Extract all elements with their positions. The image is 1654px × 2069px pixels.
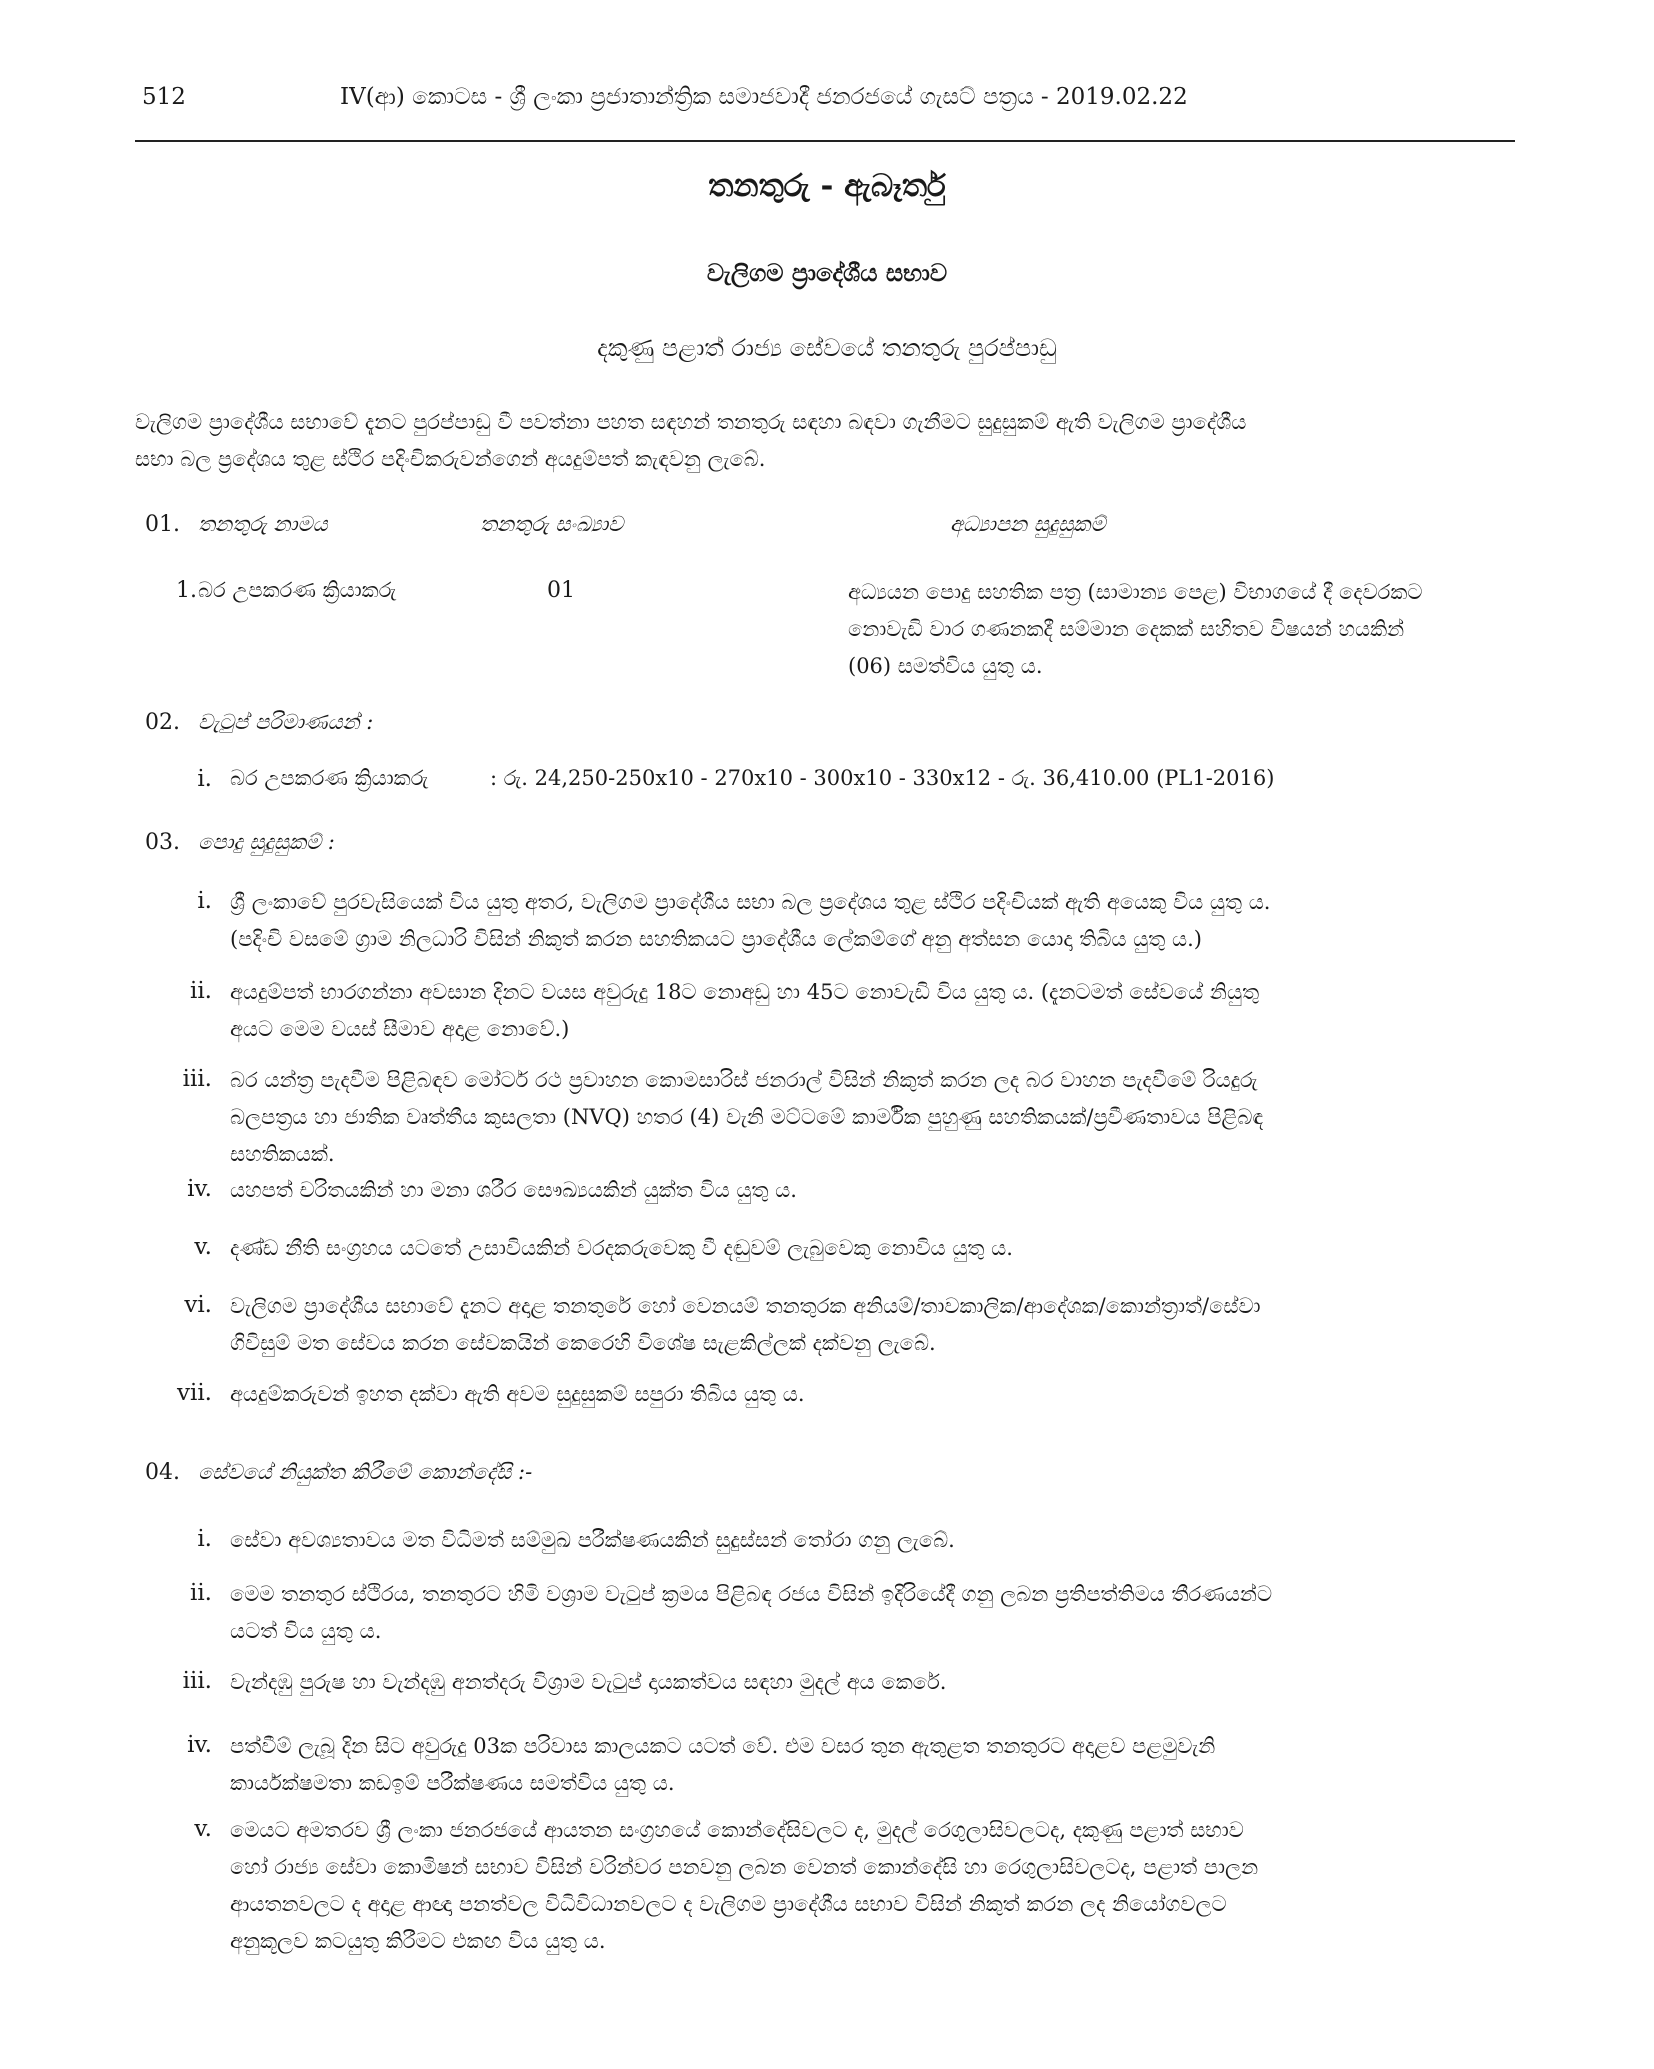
item-line: අයට මෙම වයස් සීමාව අදාළ නොවේ.) <box>230 1017 570 1041</box>
column-header-post-name: තනතුරු නාමය <box>198 512 328 536</box>
intro-line: සභා බල ප්‍රදේශය තුළ ස්ථිර පදිංචිකරුවන්ගෙන් අයදුම්පත් කැඳවනු ලැබේ. <box>135 447 766 471</box>
post-row-index: 1. <box>176 578 197 603</box>
qualification-numeral: vii. <box>176 1380 212 1406</box>
qualification-numeral: v. <box>194 1234 212 1260</box>
item-line: වැන්දඹු පුරුෂ හා වැන්දඹු අනත්දරු විශ්‍රාම වැටුප් දායකත්වය සඳහා මුදල් අය කෙරේ. <box>230 1670 947 1694</box>
item-line: සේවා අවශ්‍යතාවය මත විධිමත් සම්මුඛ පරීක්ෂණයකින් සුදුස්සන් තෝරා ගනු ලැබේ. <box>230 1528 955 1552</box>
condition-numeral: ii. <box>189 1580 212 1606</box>
salary-item-label: බර උපකරණ ක්‍රියාකරු <box>230 766 429 790</box>
service-condition-item <box>230 1728 1515 1802</box>
general-qualification-item <box>230 974 1515 1048</box>
section-2-heading: වැටුප් පරිමාණයන් : <box>198 710 374 734</box>
item-line: ගිවිසුම් මත සේවය කරන සේවකයින් කෙරෙහි විශේෂ සැළකිල්ලක් දක්වනු ලැබේ. <box>230 1331 936 1355</box>
item-line: පත්වීම් ලැබූ දින සිට අවුරුදු 03ක පරිවාස කාලයකට යටත් වේ. එම වසර තුන ඇතුළත තනතුරට අදාළව පළමුවැනි <box>230 1734 1216 1758</box>
service-condition-item <box>230 1522 1515 1559</box>
general-qualification-item <box>230 1288 1515 1362</box>
item-line: බර යන්ත්‍ර පැදවීම පිළිබඳව මෝටර් රථ ප්‍රවාහන කොමසාරිස් ජනරාල් විසින් නිකුත් කරන ලද බර වාහන පැදවීමේ රියදුරු <box>230 1068 1258 1092</box>
section-3-number: 03. <box>145 830 180 855</box>
gazette-header-title: IV(ආ) කොටස - ශ්‍රී ලංකා ප්‍රජාතාන්ත්‍රික සමාජවාදී ජනරජයේ ගැසට් පත්‍රය - 2019.02.22 <box>340 84 1188 110</box>
item-line: කාර්යක්ෂමතා කඩඉම් පරීක්ෂණය සමත්විය යුතු ය. <box>230 1771 675 1795</box>
item-line: මෙයට අමතරව ශ්‍රී ලංකා ජනරජයේ ආයතන සංග්‍රහයේ කොන්දේසිවලට ද, මුදල් රෙගුලාසිවලටද, දකුණු පළාත් සභාව <box>230 1818 1244 1842</box>
item-line: (පදිංචි වසමේ ග්‍රාම නිලධාරි විසින් නිකුත් කරන සහතිකයට ප්‍රාදේශීය ලේකම්ගේ අනු අත්සන යොදා තිබිය යුතු ය.) <box>230 927 1202 951</box>
item-line: මෙම තනතුර ස්ථිරය, තනතුරට හිමි වශ්‍රාම වැටුප් ක්‍රමය පිළිබඳ රජය විසින් ඉදිරියේදී ගනු ලබන ප්‍රතිපත්තිමය තීරණයන්ට <box>230 1582 1273 1606</box>
item-line: වැලිගම ප්‍රාදේශීය සභාවේ දැනට අදාළ තනතුරේ හෝ වෙනයම් තනතුරක අනියම්/තාවකාලික/ආදේශක/කොන්ත්‍රාත්/සේවා <box>230 1294 1261 1318</box>
intro-paragraph <box>135 404 1515 478</box>
general-qualification-item <box>230 1376 1515 1413</box>
qualification-numeral: iv. <box>187 1176 212 1202</box>
item-line: ශ්‍රී ලංකාවේ පුරවැසියෙක් විය යුතු අතර, වැලිගම ප්‍රාදේශීය සභා බල ප්‍රදේශය තුළ ස්ථිර පදිංචියක් ඇති අයෙකු විය යුතු ය. <box>230 890 1271 914</box>
qualification-line: නොවැඩි වාර ගණනකදී සම්මාන දෙකක් සහිතව විෂයන් හයකින් <box>848 617 1405 641</box>
condition-numeral: i. <box>197 1526 212 1552</box>
section-4-number: 04. <box>145 1460 180 1485</box>
item-line: අනුකූලව කටයුතු කිරීමට එකඟ විය යුතු ය. <box>230 1929 606 1953</box>
item-line: යටත් විය යුතු ය. <box>230 1619 382 1643</box>
qualification-numeral: iii. <box>182 1066 212 1092</box>
notice-subtitle: දකුණු පළාත් රාජ්‍ය සේවයේ තනතුරු පුරප්පාඩු <box>597 334 1057 362</box>
post-row-qualification <box>848 574 1423 685</box>
item-line: දණ්ඩ නීති සංග්‍රහය යටතේ උසාවියකින් වරදකරුවෙකු වී දඬුවම් ලැබුවෙකු නොවිය යුතු ය. <box>230 1236 1013 1260</box>
item-line: හෝ රාජ්‍ය සේවා කොමිෂන් සභාව විසින් වරින්වර පනවනු ලබන වෙනත් කොන්දේසි හා රෙගුලාසිවලටද, පළාත් පාලන <box>230 1855 1259 1879</box>
post-row-count: 01 <box>547 578 575 603</box>
salary-item-numeral: i. <box>197 766 212 792</box>
organization-name: වැලිගම ප්‍රාදේශීය සභාව <box>706 258 948 287</box>
header-divider <box>135 140 1515 142</box>
column-header-qualifications: අධ්‍යාපන සුදුසුකම් <box>950 512 1106 536</box>
service-condition-item <box>230 1576 1515 1650</box>
column-header-post-count: තනතුරු සංඛ්‍යාව <box>480 512 624 536</box>
condition-numeral: v. <box>194 1816 212 1842</box>
section-1-number: 01. <box>145 512 180 537</box>
condition-numeral: iv. <box>187 1732 212 1758</box>
page-title: තනතුරු - ඇබෑර්තු <box>708 168 946 204</box>
service-condition-item <box>230 1812 1515 1960</box>
general-qualification-item <box>230 1172 1515 1209</box>
general-qualification-item <box>230 884 1515 958</box>
salary-scale-text: : රු. 24,250-250x10 - 270x10 - 300x10 - 330x12 - රු. 36,410.00 (PL1-2016) <box>490 766 1275 790</box>
qualification-numeral: i. <box>197 888 212 914</box>
qualification-numeral: ii. <box>189 978 212 1004</box>
intro-line: වැලිගම ප්‍රාදේශීය සභාවේ දැනට පුරප්පාඩු වී පවත්නා පහත සඳහන් තනතුරු සඳහා බඳවා ගැනීමට සුදුසුකම් ඇති වැලිගම ප්‍රාදේශීය <box>135 410 1247 434</box>
item-line: ආයතනවලට ද අදාළ ආඥා පනත්වල විධිවිධානවලට ද වැලිගම ප්‍රාදේශීය සභාව විසින් නිකුත් කරන ලද නියෝගවලට <box>230 1892 1227 1916</box>
item-line: සහතිකයක්. <box>230 1142 335 1166</box>
section-2-number: 02. <box>145 710 180 735</box>
item-line: අයදුම්පත් භාරගන්නා අවසාන දිනට වයස අවුරුදු 18ට නොඅඩු හා 45ට නොවැඩි විය යුතු ය. (දැනටමත් සේවයේ නියුතු <box>230 980 1260 1004</box>
page-number: 512 <box>142 84 186 110</box>
item-line: අයදුම්කරුවන් ඉහත දක්වා ඇති අවම සුදුසුකම් සපුරා තිබිය යුතු ය. <box>230 1382 805 1406</box>
section-3-heading: පොදු සුදුසුකම් : <box>198 830 335 854</box>
condition-numeral: iii. <box>182 1668 212 1694</box>
post-row-name: බර උපකරණ ක්‍රියාකරු <box>198 578 397 602</box>
section-4-heading: සේවයේ නියුක්ත කිරීමේ කොන්දේසි :- <box>198 1460 533 1484</box>
qualification-line: (06) සමත්විය යුතු ය. <box>848 654 1043 678</box>
service-condition-item <box>230 1664 1515 1701</box>
item-line: යහපත් චරිතයකින් හා මනා ශරීර සෞඛ්‍යයකින් යුක්ත විය යුතු ය. <box>230 1178 797 1202</box>
qualification-numeral: vi. <box>184 1292 212 1318</box>
general-qualification-item <box>230 1062 1515 1173</box>
qualification-line: අධ්‍යයන පොදු සහතික පත්‍ර (සාමාන්‍ය පෙළ) විභාගයේ දී දෙවරකට <box>848 580 1423 604</box>
general-qualification-item <box>230 1230 1515 1267</box>
item-line: බලපත්‍රය හා ජාතික වෘත්තීය කුසලතා (NVQ) හතර (4) වැනි මට්ටමේ කාර්මික පුහුණු සහතිකයක්/ප්‍රවීණතාවය පිළිබඳ <box>230 1105 1264 1129</box>
